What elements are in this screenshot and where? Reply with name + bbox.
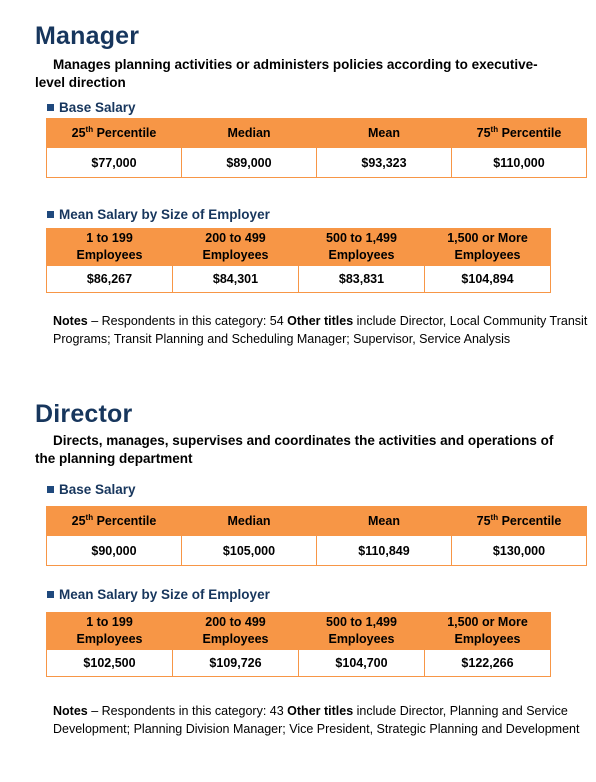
table-header-cell: 75th Percentile <box>452 119 587 148</box>
square-bullet-icon <box>47 591 54 598</box>
table-header-cell: 25th Percentile <box>47 119 182 148</box>
director-employer-table <box>46 612 551 677</box>
table-cell: $110,849 <box>317 536 452 566</box>
table-cell: $122,266 <box>425 650 551 677</box>
manager-employer-heading <box>47 207 270 222</box>
table-header-cell: 75th Percentile <box>452 507 587 536</box>
table-header-cell: 25th Percentile <box>47 507 182 536</box>
table-header-cell: 500 to 1,499 Employees <box>299 229 425 266</box>
director-base-salary-heading <box>47 482 136 497</box>
table-header-cell: Mean <box>317 507 452 536</box>
table-header-cell: 200 to 499 Employees <box>173 229 299 266</box>
manager-base-salary-table <box>46 118 587 178</box>
manager-base-salary-heading <box>47 100 136 115</box>
director-base-salary-table <box>46 506 587 566</box>
table-header-cell: 200 to 499 Employees <box>173 613 299 650</box>
table-header-cell: 1 to 199 Employees <box>47 613 173 650</box>
table-cell: $104,894 <box>425 266 551 293</box>
manager-employer-heading-text: Mean Salary by Size of Employer <box>59 207 270 222</box>
notes-respondents: – Respondents in this category: 43 <box>87 704 288 718</box>
manager-base-salary-heading-text: Base Salary <box>59 100 136 115</box>
table-header-cell: 1,500 or More Employees <box>425 613 551 650</box>
table-header-cell: Median <box>182 507 317 536</box>
table-cell: $89,000 <box>182 148 317 178</box>
manager-title: Manager <box>35 22 140 50</box>
notes-label: Notes <box>53 704 88 718</box>
notes-label: Notes <box>53 314 88 328</box>
director-notes <box>53 702 593 738</box>
table-cell: $130,000 <box>452 536 587 566</box>
director-base-salary-heading-text: Base Salary <box>59 482 136 497</box>
other-titles-label: Other titles <box>287 314 354 328</box>
table-cell: $86,267 <box>47 266 173 293</box>
director-title: Director <box>35 400 133 428</box>
manager-description: Manages planning activities or administers policies according to executive-level direction <box>35 57 538 90</box>
manager-notes <box>53 312 593 348</box>
table-header-cell: Mean <box>317 119 452 148</box>
table-cell: $84,301 <box>173 266 299 293</box>
director-description: Directs, manages, supervises and coordinates the activities and operations of the planning department <box>35 433 554 466</box>
table-header-cell: Median <box>182 119 317 148</box>
table-cell: $110,000 <box>452 148 587 178</box>
table-cell: $77,000 <box>47 148 182 178</box>
table-cell: $102,500 <box>47 650 173 677</box>
square-bullet-icon <box>47 211 54 218</box>
table-cell: $83,831 <box>299 266 425 293</box>
table-cell: $105,000 <box>182 536 317 566</box>
director-employer-heading-text: Mean Salary by Size of Employer <box>59 587 270 602</box>
director-employer-heading <box>47 587 270 602</box>
notes-respondents: – Respondents in this category: 54 <box>87 314 288 328</box>
table-cell: $109,726 <box>173 650 299 677</box>
other-titles-label: Other titles <box>287 704 354 718</box>
table-cell: $104,700 <box>299 650 425 677</box>
other-titles-text: include Director, Local Community Transit Programs; Transit Planning and Scheduling Manager; Supervisor, Service Analysis <box>53 314 588 346</box>
table-cell: $90,000 <box>47 536 182 566</box>
square-bullet-icon <box>47 486 54 493</box>
table-header-cell: 500 to 1,499 Employees <box>299 613 425 650</box>
table-header-cell: 1,500 or More Employees <box>425 229 551 266</box>
other-titles-text: include Director, Planning and Service Development; Planning Division Manager; Vice President, Strategic Planning and Development <box>53 704 580 736</box>
table-cell: $93,323 <box>317 148 452 178</box>
table-header-cell: 1 to 199 Employees <box>47 229 173 266</box>
square-bullet-icon <box>47 104 54 111</box>
manager-employer-table <box>46 228 551 293</box>
